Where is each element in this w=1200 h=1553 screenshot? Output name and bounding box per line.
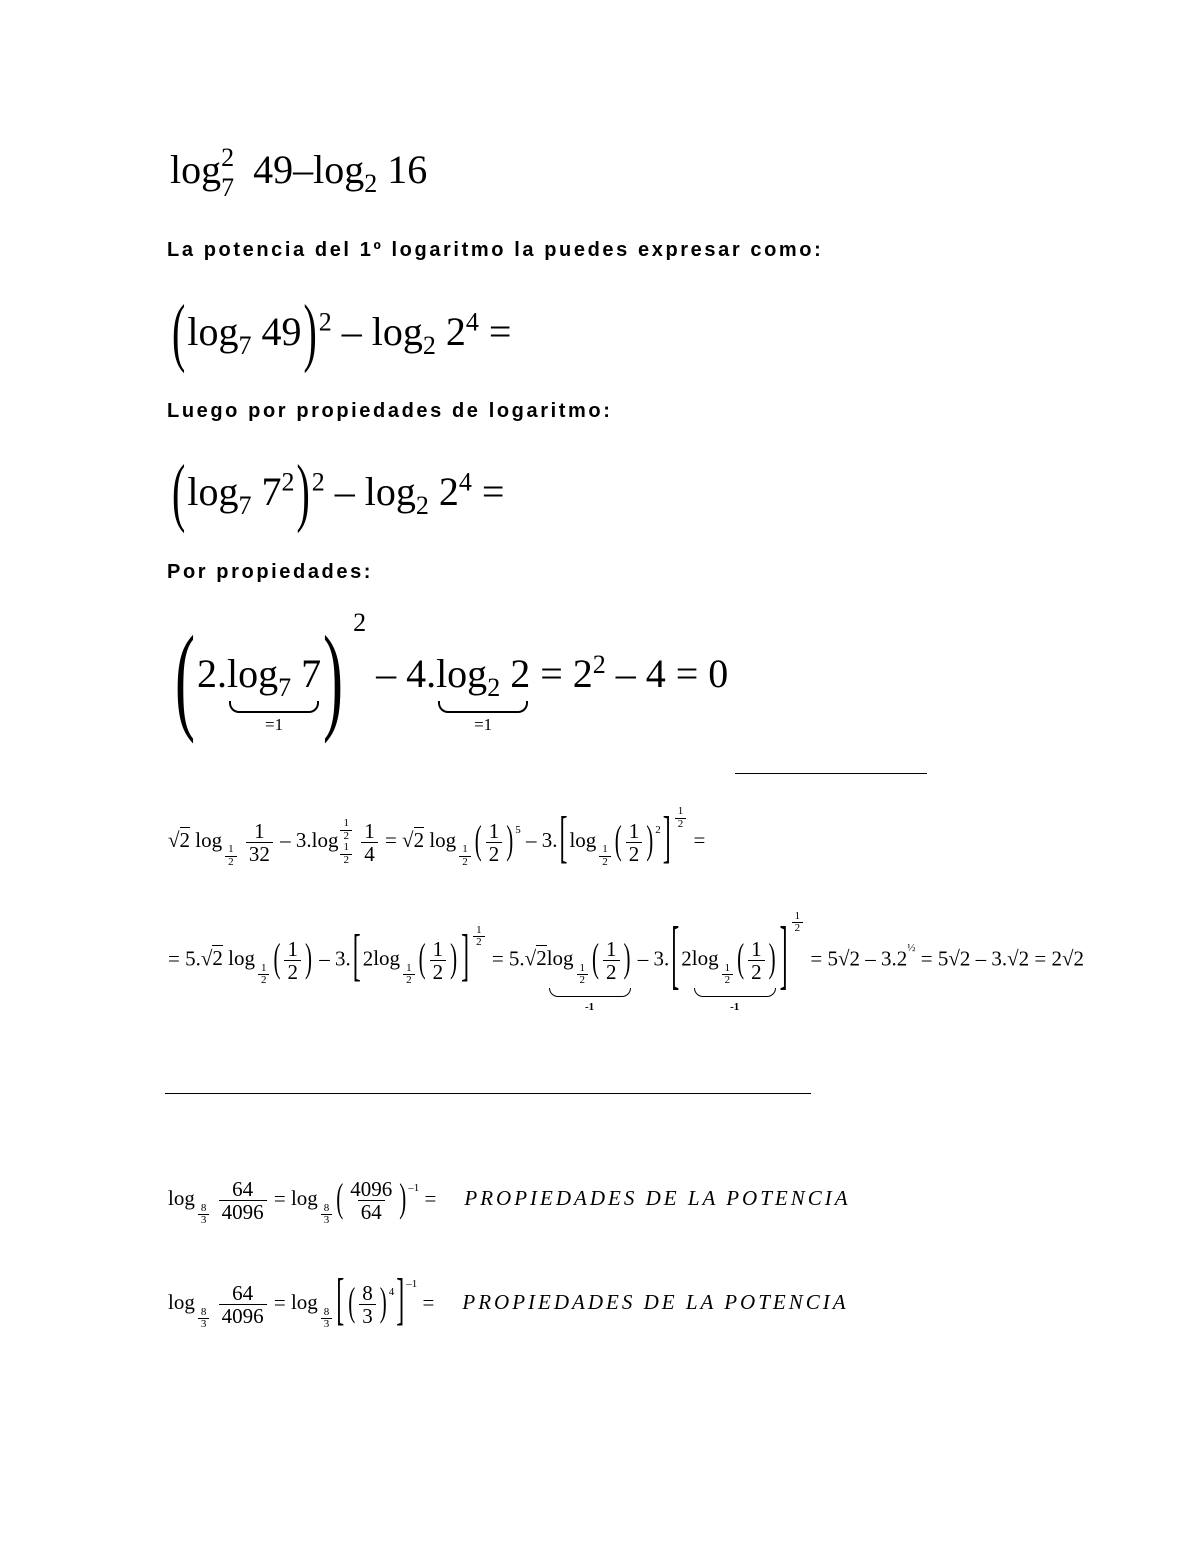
label-por-propiedades: Por propiedades:	[167, 561, 374, 583]
separator-long	[165, 1093, 811, 1094]
equation-5: √2 log $\frac{1}{2}$ $\frac{1}{32}$ – 3.log $\frac{1}{2}$ $\frac{1}{2}$ $\frac{1}{4}$ = √2 log $\frac{1}{2}$ ( $\frac{1}{2}$ ) 5 – 3.[log $\frac{1}{2}$ ( $\frac{1}{2}$ ) 2] $\frac{1}{2}$ =	[168, 805, 706, 871]
equation-1: log 2 7 $49-\log_2$ 16	[170, 143, 428, 202]
equation-8: log $\frac{8}{3}$ $\frac{64}{4096}$ = log $\frac{8}{3}$ [ ( $\frac{8}{3}$ ) 4] –1 = PROPIEDADES DE LA POTENCIA	[168, 1270, 849, 1333]
equation-2: ($\log_7$ $49)^2 - \log_2 2^4$ =	[172, 288, 512, 375]
equation-4: ( $2.\log_7$ 7 =1 ) $2 - 4.\log_2$ 2 =1 = $2^2 - 4 = 0$	[174, 608, 729, 744]
equation-3: ($\log_7$ $7^2)^2 - \log_2 2^4$ =	[172, 448, 505, 535]
label-potencia: La potencia del 1º logaritmo la puedes expresar como:	[167, 239, 824, 261]
equation-6: = 5.√2 log $\frac{1}{2}$ ( $\frac{1}{2}$ ) – 3.[2log $\frac{1}{2}$ ( $\frac{1}{2}$ ) ] $\frac{1}{2}$ = 5.√2log $\frac{1}{2}$ ( $\frac{1}{2}$ ) -1 – 3.[2log $\frac{1}{2}$ ( $\frac{1}{2}$ ) -1 ] $\frac{1}{2}$ = 5√2 – 3.2½ = 5√2 – 3.√2 = 2√2	[168, 909, 1085, 1014]
separator-short	[735, 773, 927, 774]
label-luego: Luego por propiedades de logaritmo:	[167, 400, 613, 422]
equation-7: log $\frac{8}{3}$ $\frac{64}{4096}$ = log $\frac{8}{3}$ ( $\frac{4096}{64}$ ) –1 = PROPIEDADES DE LA POTENCIA	[168, 1175, 851, 1227]
